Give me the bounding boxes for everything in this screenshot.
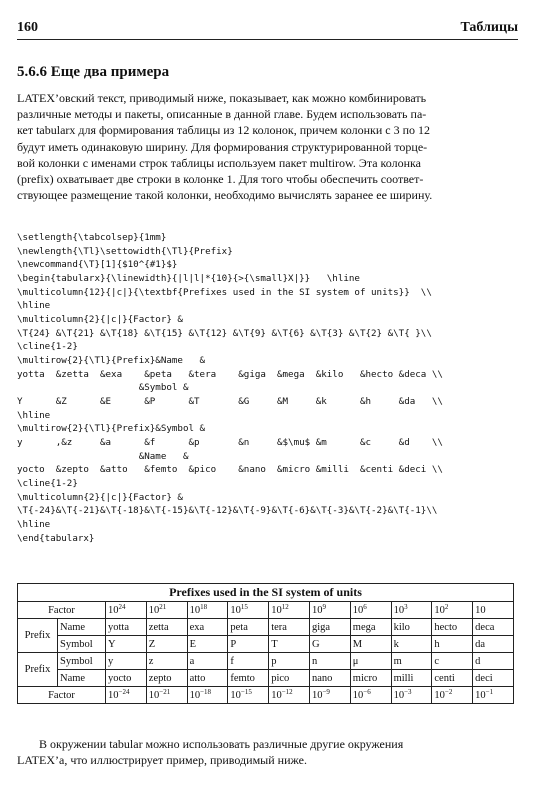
power-base: 10	[352, 689, 364, 701]
power-base: 10	[393, 689, 405, 701]
latex-code-listing	[17, 231, 517, 545]
power-base: 10	[311, 689, 323, 701]
factor-cell	[187, 687, 228, 704]
intro-line: LATEX’овский текст, приводимый ниже, показывает, как можно комбинировать	[17, 91, 427, 105]
power-base: 10	[475, 689, 486, 701]
intro-line: будут иметь одинаковую ширину. Для формирования структурированной торце-	[17, 139, 428, 154]
prefix-name-cell: deca	[473, 619, 514, 636]
page-number: 160	[17, 20, 38, 35]
code-line: \T{-24}&\T{-21}&\T{-18}&\T{-15}&\T{-12}&\T{-9}&\T{-6}&\T{-3}&\T{-2}&\T{-1}\\	[17, 505, 438, 517]
prefix-name-cell: milli	[391, 670, 432, 687]
prefix-symbol-cell: da	[473, 636, 514, 653]
power-base: 10	[434, 604, 445, 616]
symbol-label: Symbol	[58, 636, 106, 653]
power-exponent: 6	[363, 602, 367, 611]
prefix-label: Prefix	[18, 653, 58, 687]
table-caption: Prefixes used in the SI system of units	[18, 584, 514, 602]
factor-cell	[146, 687, 187, 704]
code-line: \newlength{\Tl}\settowidth{\Tl}{Prefix}	[17, 245, 233, 257]
power-base: 10	[271, 689, 282, 701]
power-exponent: 18	[200, 602, 208, 611]
prefix-symbol-cell: T	[269, 636, 310, 653]
prefix-name-cell: mega	[350, 619, 391, 636]
factor-cell	[432, 602, 473, 619]
power-exponent: −3	[404, 687, 412, 696]
prefix-name-cell: femto	[228, 670, 269, 687]
intro-line: кет tabularx для формирования таблицы из 12 колонок, причем колонки с 3 по 12	[17, 123, 430, 138]
factor-cell	[106, 602, 147, 619]
prefix-symbol-cell: E	[187, 636, 228, 653]
code-line: yocto &zepto &atto &femto &pico &nano &micro &milli &centi &deci \\	[17, 464, 443, 476]
factor-cell	[432, 687, 473, 704]
factor-cell	[309, 687, 350, 704]
code-line: \cline{1-2}	[17, 341, 78, 353]
prefix-symbol-cell: h	[432, 636, 473, 653]
prefix-symbol-cell: z	[146, 653, 187, 670]
prefix-name-cell: atto	[187, 670, 228, 687]
factor-cell	[473, 687, 514, 704]
closing-line: LATEX’а, что иллюстрирует пример, приводимый ниже.	[17, 753, 307, 768]
si-prefixes-table	[17, 583, 514, 704]
name-label: Name	[58, 670, 106, 687]
name-label: Name	[58, 619, 106, 636]
prefix-symbol-cell: p	[269, 653, 310, 670]
factor-label: Factor	[18, 602, 106, 619]
factor-cell	[106, 687, 147, 704]
prefix-symbol-cell: μ	[350, 653, 391, 670]
power-exponent: −9	[322, 687, 330, 696]
intro-line: ствующее размещение такой колонки, необходимо вычислять заранее ее ширину.	[17, 188, 433, 203]
power-exponent: 3	[404, 602, 408, 611]
prefix-name-cell: exa	[187, 619, 228, 636]
factor-cell	[309, 602, 350, 619]
intro-line: различные методы и пакеты, описанные в данной главе. Будем использовать па-	[17, 107, 427, 122]
prefix-name-cell: yocto	[106, 670, 147, 687]
prefix-label: Prefix	[18, 619, 58, 653]
power-exponent: −15	[240, 687, 252, 696]
prefix-symbol-cell: a	[187, 653, 228, 670]
power-exponent: −24	[118, 687, 130, 696]
prefix-symbol-cell: d	[473, 653, 514, 670]
prefix-name-cell: zepto	[146, 670, 187, 687]
prefix-name-cell: yotta	[106, 619, 147, 636]
power-base: 10	[475, 604, 486, 616]
prefix-name-cell: kilo	[391, 619, 432, 636]
prefix-name-cell: micro	[350, 670, 391, 687]
power-base: 10	[230, 689, 241, 701]
power-exponent: 2	[444, 602, 449, 611]
prefix-name-cell: deci	[473, 670, 514, 687]
factor-cell	[228, 602, 269, 619]
intro-paragraph	[17, 90, 514, 203]
intro-line: вой колонки с именами строк таблицы используем пакет multirow. Эта колонка	[17, 155, 422, 170]
section-title: 5.6.6 Еще два примера	[17, 64, 170, 80]
code-line: y ,&z &a &f &p &n &$\mu$ &m &c &d \\	[17, 437, 443, 449]
factor-cell	[391, 687, 432, 704]
code-line: yotta &zetta &exa &peta &tera &giga &mega &kilo &hecto &deca \\	[17, 368, 443, 380]
prefix-symbol-cell: P	[228, 636, 269, 653]
code-line: \end{tabularx}	[17, 532, 95, 544]
prefix-symbol-cell: f	[228, 653, 269, 670]
power-base: 10	[271, 604, 282, 616]
power-exponent: 24	[118, 602, 126, 611]
power-base: 10	[148, 604, 160, 616]
prefix-symbol-cell: G	[309, 636, 350, 653]
code-line: \newcommand{\T}[1]{$10^{#1}$}	[17, 259, 178, 271]
code-line: &Symbol &	[17, 382, 189, 394]
power-exponent: 9	[322, 602, 326, 611]
code-line: \hline	[17, 519, 51, 531]
code-line: Y &Z &E &P &T &G &M &k &h &da \\	[17, 396, 443, 408]
power-base: 10	[352, 604, 364, 616]
code-line: \begin{tabularx}{\linewidth}{|l|l|*{10}{>{\small}X|}} \hline	[17, 273, 360, 285]
power-exponent: −12	[281, 687, 293, 696]
code-line: \multicolumn{2}{|c|}{Factor} &	[17, 491, 183, 503]
prefix-symbol-cell: y	[106, 653, 147, 670]
factor-cell	[146, 602, 187, 619]
code-line: \multirow{2}{\Tl}{Prefix}&Symbol &	[17, 423, 206, 435]
power-base: 10	[311, 604, 323, 616]
code-line: &Name &	[17, 450, 189, 462]
factor-cell	[187, 602, 228, 619]
prefix-symbol-cell: Z	[146, 636, 187, 653]
power-exponent: −2	[444, 687, 453, 696]
power-base: 10	[189, 689, 201, 701]
prefix-symbol-cell: m	[391, 653, 432, 670]
code-line: \setlength{\tabcolsep}{1mm}	[17, 232, 167, 243]
factor-cell	[350, 602, 391, 619]
running-head-title: Таблицы	[460, 20, 518, 35]
prefix-name-cell: pico	[269, 670, 310, 687]
intro-line: (prefix) охватывает две строки в колонке 1. Для того чтобы обеспечить соответ-	[17, 171, 424, 186]
prefix-name-cell: giga	[309, 619, 350, 636]
power-base: 10	[108, 689, 119, 701]
symbol-label: Symbol	[58, 653, 106, 670]
prefix-name-cell: nano	[309, 670, 350, 687]
running-header	[17, 20, 518, 40]
factor-cell	[269, 687, 310, 704]
factor-cell	[228, 687, 269, 704]
factor-label: Factor	[18, 687, 106, 704]
closing-line: В окружении tabular можно использовать различные другие окружения	[39, 737, 404, 751]
prefix-name-cell: centi	[432, 670, 473, 687]
prefix-symbol-cell: Y	[106, 636, 147, 653]
header-rule	[17, 39, 518, 40]
power-base: 10	[230, 604, 241, 616]
power-base: 10	[148, 689, 160, 701]
prefix-name-cell: peta	[228, 619, 269, 636]
factor-cell	[269, 602, 310, 619]
closing-paragraph	[17, 736, 514, 768]
power-exponent: 15	[240, 602, 248, 611]
prefix-name-cell: tera	[269, 619, 310, 636]
prefix-symbol-cell: n	[309, 653, 350, 670]
factor-cell	[473, 602, 514, 619]
power-exponent: 21	[159, 602, 167, 611]
factor-cell	[350, 687, 391, 704]
code-line: \multicolumn{12}{|c|}{\textbf{Prefixes used in the SI system of units}} \\	[17, 286, 432, 298]
power-exponent: −6	[363, 687, 371, 696]
power-base: 10	[108, 604, 119, 616]
code-line: \hline	[17, 409, 51, 421]
power-exponent: 12	[281, 602, 289, 611]
power-exponent: −21	[159, 687, 171, 696]
factor-cell	[391, 602, 432, 619]
prefix-name-cell: zetta	[146, 619, 187, 636]
power-exponent: −1	[485, 687, 494, 696]
code-line: \multirow{2}{\Tl}{Prefix}&Name &	[17, 355, 206, 367]
power-base: 10	[189, 604, 201, 616]
prefix-symbol-cell: k	[391, 636, 432, 653]
code-line: \hline	[17, 300, 51, 312]
prefix-symbol-cell: c	[432, 653, 473, 670]
power-base: 10	[393, 604, 405, 616]
power-exponent: −18	[200, 687, 212, 696]
code-line: \T{24} &\T{21} &\T{18} &\T{15} &\T{12} &\T{9} &\T{6} &\T{3} &\T{2} &\T{ }\\	[17, 327, 432, 339]
prefix-symbol-cell: M	[350, 636, 391, 653]
code-line: \cline{1-2}	[17, 478, 78, 490]
prefix-name-cell: hecto	[432, 619, 473, 636]
code-line: \multicolumn{2}{|c|}{Factor} &	[17, 314, 183, 326]
power-base: 10	[434, 689, 445, 701]
